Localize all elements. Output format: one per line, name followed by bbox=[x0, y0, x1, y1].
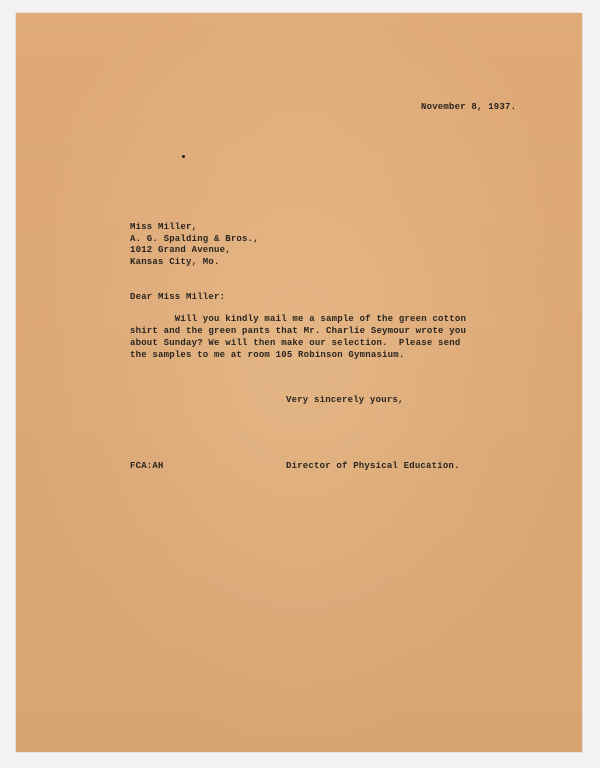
closing: Very sincerely yours, bbox=[286, 395, 404, 405]
address-line: A. G. Spalding & Bros., bbox=[130, 233, 259, 244]
letter-date: November 8, 1937. bbox=[421, 102, 517, 112]
body-line: about Sunday? We will then make our selection. Please send bbox=[130, 338, 461, 348]
address-line: Miss Miller, bbox=[130, 222, 198, 232]
letter-page bbox=[16, 13, 582, 752]
ink-mark bbox=[182, 155, 185, 158]
address-line: Kansas City, Mo. bbox=[130, 256, 220, 267]
salutation: Dear Miss Miller: bbox=[130, 292, 226, 302]
body-line: the samples to me at room 105 Robinson Gymnasium. bbox=[130, 350, 405, 360]
signature-title: Director of Physical Education. bbox=[286, 461, 460, 471]
body-line: Will you kindly mail me a sample of the green cotton bbox=[130, 314, 467, 324]
typist-initials: FCA:AH bbox=[130, 461, 164, 471]
address-line: 1012 Grand Avenue, bbox=[130, 245, 231, 255]
body-line: shirt and the green pants that Mr. Charlie Seymour wrote you bbox=[130, 326, 467, 336]
